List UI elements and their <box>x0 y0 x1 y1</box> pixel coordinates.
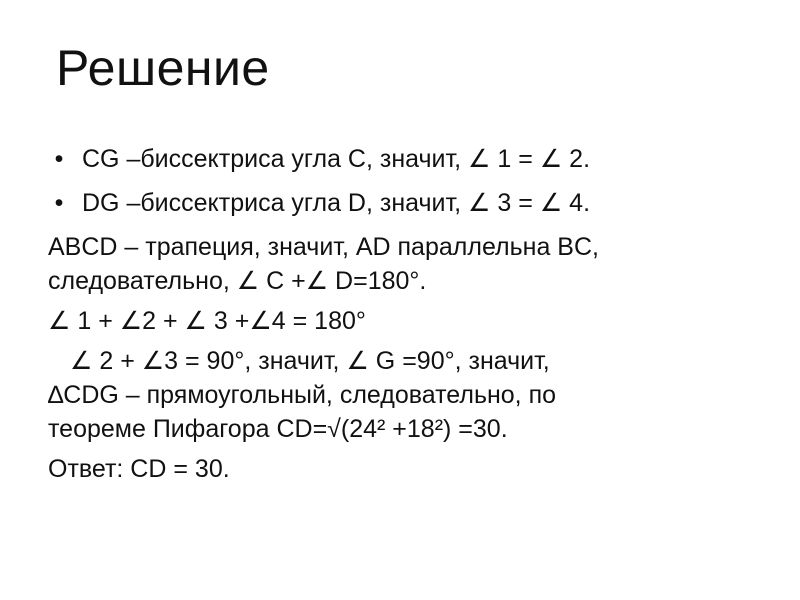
slide-body <box>48 144 768 484</box>
slide-title: Решение <box>56 40 270 96</box>
bullet-dot: • <box>54 189 64 217</box>
solution-line: следовательно, ∠ C +∠ D=180°. <box>48 267 427 295</box>
bullet-item <box>48 188 768 218</box>
solution-line: ∆CDG – прямоугольный, следовательно, по <box>48 381 557 409</box>
solution-line: ABCD – трапеция, значит, AD параллельна BC, <box>48 233 599 261</box>
solution-line: ∠ 1 + ∠2 + ∠ 3 +∠4 = 180° <box>48 307 366 335</box>
solution-line: ∠ 2 + ∠3 = 90°, значит, ∠ G =90°, значит, <box>70 347 550 375</box>
solution-line: теореме Пифагора CD=√(24² +18²) =30. <box>48 415 508 443</box>
bullet-item <box>48 144 768 174</box>
bullet-dot: • <box>54 145 64 173</box>
bullet-text: DG –биссектриса угла D, значит, ∠ 3 = ∠ 4. <box>82 189 591 217</box>
answer-line: Ответ: CD = 30. <box>48 455 230 483</box>
bullet-text: CG –биссектриса угла С, значит, ∠ 1 = ∠ 2. <box>82 145 591 173</box>
